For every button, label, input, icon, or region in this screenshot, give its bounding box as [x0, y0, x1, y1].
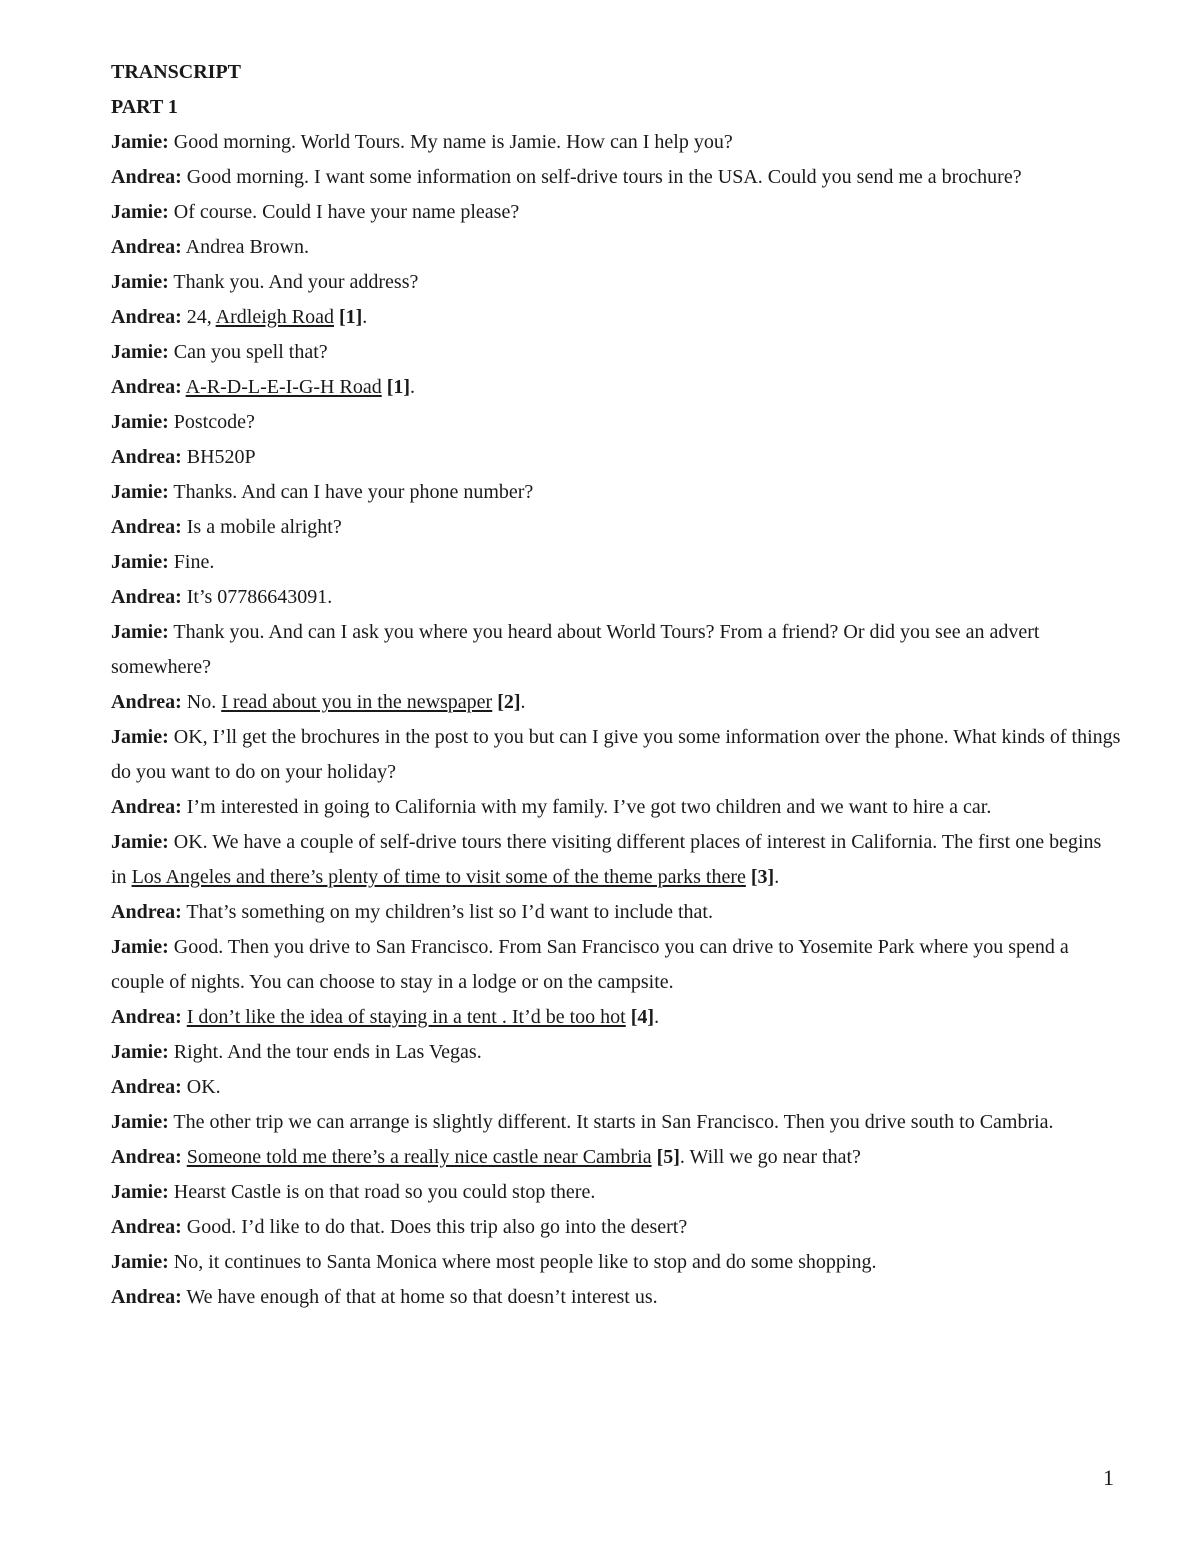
speaker-name: Jamie:	[111, 271, 169, 293]
dialogue-text: Good. I’d like to do that. Does this trip also go into the desert?	[181, 1216, 688, 1238]
speaker-name: Jamie:	[111, 1111, 169, 1133]
speaker-name: Jamie:	[111, 201, 169, 223]
question-number: [1]	[338, 306, 363, 328]
dialogue-text: Thanks. And can I have your phone number?	[168, 481, 534, 503]
speaker-name: Andrea:	[111, 306, 182, 328]
speaker-name: Jamie:	[111, 831, 169, 853]
speaker-name: Andrea:	[111, 1216, 182, 1238]
speaker-name: Jamie:	[111, 551, 169, 573]
dialogue-line	[111, 1175, 1121, 1210]
answer-text: A-R-D-L-E-I-G-H Road	[185, 376, 382, 398]
dialogue-text: .	[520, 691, 526, 713]
speaker-name: Andrea:	[111, 1006, 182, 1028]
dialogue-text: OK, I’ll get the brochures in the post to you but can I give you some information over the phone. What kinds of things do you want to do on your holiday?	[111, 726, 1121, 783]
dialogue-line	[111, 1280, 1121, 1315]
speaker-name: Andrea:	[111, 376, 182, 398]
dialogue-line	[111, 125, 1121, 160]
dialogue-line	[111, 1070, 1121, 1105]
speaker-name: Jamie:	[111, 936, 169, 958]
dialogue-text: Andrea Brown.	[181, 236, 309, 258]
dialogue-text: OK. We have a couple of self-drive tours there visiting different places of interest in California. The first one begins in	[111, 831, 1102, 888]
dialogue-line	[111, 440, 1121, 475]
dialogue-text: It’s 07786643091.	[181, 586, 333, 608]
dialogue-text: OK.	[181, 1076, 221, 1098]
dialogue-line	[111, 615, 1121, 685]
dialogue-line	[111, 720, 1121, 790]
dialogue-text: No, it continues to Santa Monica where most people like to stop and do some shopping.	[168, 1251, 877, 1273]
speaker-name: Andrea:	[111, 901, 182, 923]
speaker-name: Jamie:	[111, 481, 169, 503]
page-number: 1	[1103, 1465, 1114, 1490]
dialogue-text: Postcode?	[168, 411, 255, 433]
dialogue-line	[111, 300, 1121, 335]
dialogue-line	[111, 790, 1121, 825]
dialogue-line	[111, 685, 1121, 720]
dialogue-line	[111, 475, 1121, 510]
speaker-name: Jamie:	[111, 131, 169, 153]
dialogue-text: .	[654, 1006, 660, 1028]
speaker-name: Jamie:	[111, 726, 169, 748]
speaker-name: Andrea:	[111, 1076, 182, 1098]
dialogue-text: .	[774, 866, 780, 888]
speaker-name: Jamie:	[111, 411, 169, 433]
speaker-name: Andrea:	[111, 1286, 182, 1308]
speaker-name: Andrea:	[111, 586, 182, 608]
answer-text: Ardleigh Road	[215, 306, 334, 328]
dialogue-text: That’s something on my children’s list so I’d want to include that.	[181, 901, 713, 923]
dialogue-line	[111, 1210, 1121, 1245]
dialogue-text: No.	[181, 691, 222, 713]
speaker-name: Jamie:	[111, 341, 169, 363]
dialogue-text: Fine.	[168, 551, 215, 573]
dialogue-text: Thank you. And your address?	[168, 271, 419, 293]
speaker-name: Jamie:	[111, 1251, 169, 1273]
dialogue-text: 24,	[181, 306, 216, 328]
dialogue-text: Can you spell that?	[168, 341, 328, 363]
question-number: [3]	[750, 866, 775, 888]
dialogue-text: Of course. Could I have your name please?	[168, 201, 520, 223]
dialogue-text: Good. Then you drive to San Francisco. From San Francisco you can drive to Yosemite Park where you spend a couple of nights. You can choose to stay in a lodge or on the campsite.	[111, 936, 1069, 993]
speaker-name: Andrea:	[111, 1146, 182, 1168]
question-number: [5]	[656, 1146, 680, 1168]
dialogue-line	[111, 405, 1121, 440]
dialogue-line	[111, 1245, 1121, 1280]
dialogue-text: BH520P	[181, 446, 256, 468]
dialogue-line	[111, 265, 1121, 300]
dialogue-text: Right. And the tour ends in Las Vegas.	[168, 1041, 482, 1063]
dialogue-line	[111, 195, 1121, 230]
speaker-name: Jamie:	[111, 621, 169, 643]
dialogue-text: Good morning. I want some information on self-drive tours in the USA. Could you send me a brochure?	[181, 166, 1022, 188]
answer-text: Someone told me there’s a really nice castle near Cambria	[186, 1146, 652, 1168]
answer-text: I don’t like the idea of staying in a tent . It’d be too hot	[186, 1006, 626, 1028]
question-number: [1]	[386, 376, 411, 398]
dialogue-text: .	[410, 376, 416, 398]
question-number: [2]	[497, 691, 521, 713]
dialogue-line	[111, 930, 1121, 1000]
dialogue-text: The other trip we can arrange is slightly different. It starts in San Francisco. Then you drive south to Cambria.	[168, 1111, 1054, 1133]
dialogue-line	[111, 510, 1121, 545]
dialogue-line	[111, 230, 1121, 265]
dialogue-line	[111, 370, 1121, 405]
answer-text: I read about you in the newspaper	[221, 691, 493, 713]
speaker-name: Andrea:	[111, 691, 182, 713]
speaker-name: Jamie:	[111, 1041, 169, 1063]
document-body	[111, 55, 1121, 1315]
dialogue-line	[111, 160, 1121, 195]
dialogue-line	[111, 335, 1121, 370]
dialogue-text: We have enough of that at home so that doesn’t interest us.	[181, 1286, 658, 1308]
speaker-name: Andrea:	[111, 796, 182, 818]
dialogue-text: I’m interested in going to California with my family. I’ve got two children and we want to hire a car.	[181, 796, 992, 818]
speaker-name: Andrea:	[111, 236, 182, 258]
question-number: [4]	[630, 1006, 655, 1028]
speaker-name: Andrea:	[111, 516, 182, 538]
document-title: TRANSCRIPT	[111, 61, 242, 83]
transcript	[111, 125, 1121, 1315]
answer-text: Los Angeles and there’s plenty of time to visit some of the theme parks there	[131, 866, 746, 888]
dialogue-line	[111, 1105, 1121, 1140]
dialogue-text: .	[362, 306, 368, 328]
dialogue-line	[111, 895, 1121, 930]
speaker-name: Andrea:	[111, 166, 182, 188]
dialogue-text: . Will we go near that?	[679, 1146, 861, 1168]
dialogue-line	[111, 1140, 1121, 1175]
dialogue-line	[111, 580, 1121, 615]
dialogue-line	[111, 1035, 1121, 1070]
dialogue-line	[111, 1000, 1121, 1035]
dialogue-text: Good morning. World Tours. My name is Jamie. How can I help you?	[168, 131, 733, 153]
dialogue-text: Hearst Castle is on that road so you could stop there.	[168, 1181, 596, 1203]
speaker-name: Andrea:	[111, 446, 182, 468]
part-heading: PART 1	[111, 96, 178, 118]
dialogue-line	[111, 545, 1121, 580]
speaker-name: Jamie:	[111, 1181, 169, 1203]
dialogue-line	[111, 825, 1121, 895]
dialogue-text: Is a mobile alright?	[181, 516, 342, 538]
dialogue-text: Thank you. And can I ask you where you heard about World Tours? From a friend? Or did you see an advert somewhere?	[111, 621, 1040, 678]
